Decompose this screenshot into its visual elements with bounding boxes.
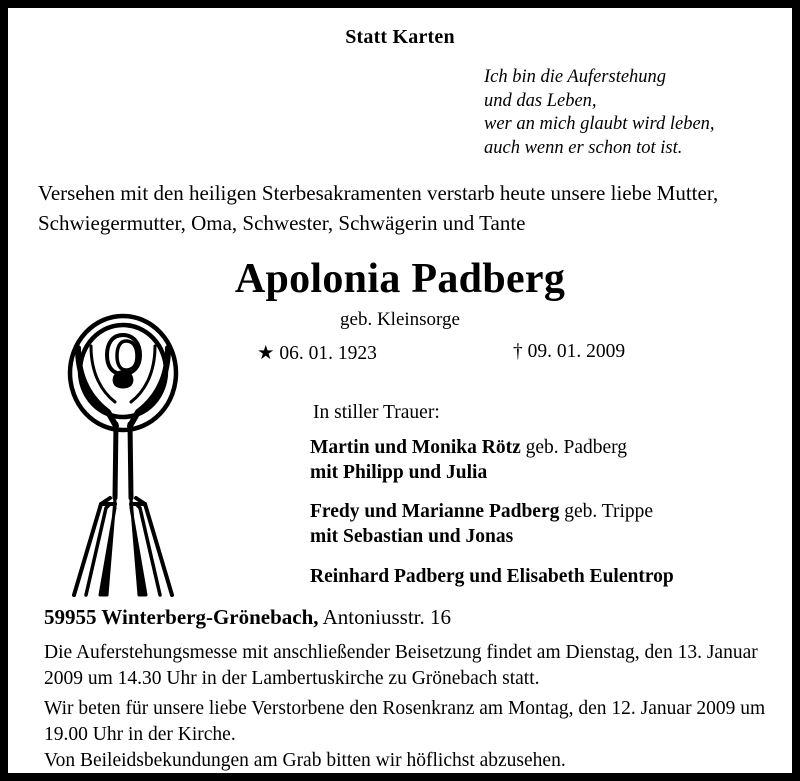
deceased-name: Apolonia Padberg — [234, 256, 566, 302]
rosary-info: Wir beten für unsere liebe Verstorbene den Rosenkranz am Montag, den 12. Januar 2009 um 19.00 Uhr in der Kirche. — [44, 698, 766, 745]
mourner-maiden-name: geb. Padberg — [520, 437, 628, 458]
deceased-maiden-name: geb. Kleinsorge — [340, 309, 460, 330]
funeral-service-info: Die Auferstehungsmesse mit anschließender Beisetzung findet am Dienstag, den 13. Januar 2009 um 14.30 Uhr in der Lambertuskirche zu Grönebach statt. — [44, 642, 758, 689]
intro-text: Versehen mit den heiligen Sterbesakramenten verstarb heute unsere liebe Mutter, Schwiegermutter, Oma, Schwester, Schwägerin und Tante — [38, 181, 719, 235]
verse-line: auch wenn er schon tot ist. — [484, 137, 683, 158]
condolences-note: Von Beileidsbekundungen am Grab bitten wir höflichst abzusehen. — [44, 750, 566, 771]
mourner-children: mit Philipp und Julia — [310, 462, 488, 483]
mourner-names: Fredy und Marianne Padberg — [310, 501, 560, 522]
mourner-maiden-name: geb. Trippe — [559, 501, 654, 522]
verse-line: wer an mich glaubt wird leben, — [484, 114, 715, 134]
death-date: † 09. 01. 2009 — [513, 341, 626, 362]
mourner-group — [310, 499, 653, 549]
address-street: Antoniusstr. 16 — [318, 605, 451, 629]
mourner-names: Martin und Monika Rötz — [310, 437, 521, 458]
resurrection-figure-symbol — [60, 308, 210, 598]
address-city: 59955 Winterberg-Grönebach, — [44, 605, 319, 629]
mourner-group — [310, 564, 674, 589]
mourner-children: mit Sebastian und Jonas — [310, 526, 514, 547]
mourner-names: Reinhard Padberg und Elisabeth Eulentrop — [310, 566, 674, 587]
verse-line: und das Leben, — [484, 90, 597, 111]
statt-karten-heading: Statt Karten — [345, 26, 455, 48]
verse-line: Ich bin die Auferstehung — [484, 67, 667, 87]
address-line — [44, 605, 451, 630]
mourners-heading: In stiller Trauer: — [313, 402, 440, 423]
bible-verse — [484, 66, 715, 160]
mourner-group — [310, 435, 627, 485]
birth-date: ★ 06. 01. 1923 — [257, 343, 377, 364]
